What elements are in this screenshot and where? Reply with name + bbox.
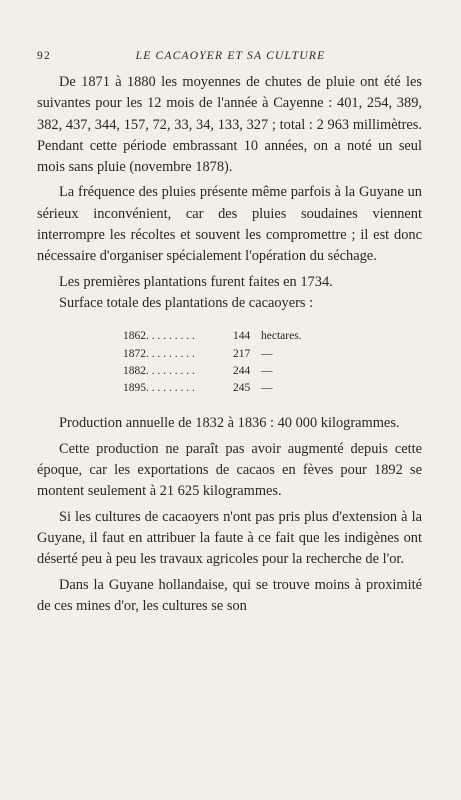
paragraph-rainfall: De 1871 à 1880 les moyennes de chutes de pluie ont été les suivantes pour les 12 mois de l'année à Cayenne : 401, 254, 389, 382, 437, 344, 157, 72, 33, 34, 133, 327 ; total : 2 963 millimètres. Pendant cette période embrassant 10 années, on a noté un seul mois sans pluie (novembre 1878). xyxy=(37,74,422,176)
unit-cell: — xyxy=(261,382,273,395)
page-number: 92 xyxy=(37,50,51,62)
paragraph-exports: Cette production ne paraît pas avoir augmenté depuis cette époque, car les exportations de cacaos en fèves pour 1892 se montent seulement à 21 625 kilogrammes. xyxy=(37,440,422,500)
unit-cell: hectares. xyxy=(261,330,302,343)
paragraph-rain-frequency: La fréquence des pluies présente même parfois à la Guyane un sérieux inconvénient, car des pluies soudaines viennent interrompre les récoltes et souvent les compromettre ; il est donc nécessaire d'organiser spécialement l'opération du séchage. xyxy=(37,184,422,265)
year-cell: 1872. . . . . . . . . xyxy=(123,347,195,360)
page-header xyxy=(37,50,424,66)
value-cell: 244 xyxy=(233,364,251,377)
running-title: LE CACAOYER ET SA CULTURE xyxy=(135,50,326,62)
paragraph-annual-production: Production annuelle de 1832 à 1836 : 40 000 kilogrammes. xyxy=(59,415,400,432)
paragraph-gold-mining: Si les cultures de cacaoyers n'ont pas pris plus d'extension à la Guyane, il faut en attribuer la faute à ce fait que les indigènes ont déserté peu à peu les travaux agricoles pour la recherche de l'or. xyxy=(37,508,422,568)
unit-cell: — xyxy=(261,364,273,377)
paragraph-first-plantations: Les premières plantations furent faites en 1734. xyxy=(59,273,333,290)
year-cell: 1862. . . . . . . . . xyxy=(123,330,195,343)
plantation-surface-table xyxy=(123,328,302,397)
table-row xyxy=(123,328,302,345)
table-row xyxy=(123,380,302,397)
value-cell: 245 xyxy=(233,382,251,395)
table-row xyxy=(123,346,302,363)
paragraph-dutch-guiana: Dans la Guyane hollandaise, qui se trouve moins à proximité de ces mines d'or, les cultures se son xyxy=(37,576,422,614)
year-cell: 1895. . . . . . . . . xyxy=(123,382,195,395)
table-row xyxy=(123,363,302,380)
unit-cell: — xyxy=(261,347,273,360)
value-cell: 217 xyxy=(233,347,251,360)
year-cell: 1882. . . . . . . . . xyxy=(123,364,195,377)
body-text xyxy=(37,72,422,617)
paragraph-surface-intro: Surface totale des plantations de cacaoyers : xyxy=(59,294,314,311)
value-cell: 144 xyxy=(233,330,251,343)
